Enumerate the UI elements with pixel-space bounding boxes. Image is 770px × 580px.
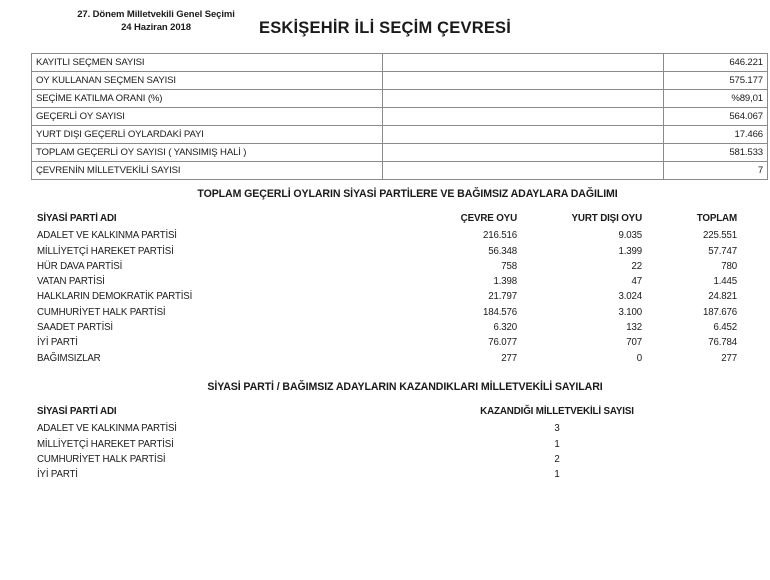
election-name: 27. Dönem Milletvekili Genel Seçimi [77,9,235,20]
summary-table-wrapper [31,53,763,180]
cevre-oyu-value: 277 [501,352,517,364]
table-header-row [37,404,647,421]
party-name: MİLLİYETÇİ HAREKET PARTİSİ [37,245,174,257]
summary-value: 575.177 [664,72,768,90]
yurt-disi-oyu-value: 1.399 [618,245,642,257]
table-row [37,452,647,467]
table-row [32,144,768,162]
cevre-oyu-value: 216.516 [483,230,517,242]
toplam-value: 24.821 [708,291,737,303]
party-name: CUMHURİYET HALK PARTİSİ [37,306,166,318]
summary-label: TOPLAM GEÇERLİ OY SAYISI ( YANSIMIŞ HALİ ) [32,144,383,162]
toplam-value: 1.445 [713,276,737,288]
column-header-party: SİYASİ PARTİ ADI [37,213,117,224]
table-row [37,289,737,304]
summary-value: 581.533 [664,144,768,162]
table-row [37,467,647,482]
yurt-disi-oyu-value: 3.024 [618,291,642,303]
summary-spacer-cell [383,90,664,108]
summary-spacer-cell [383,126,664,144]
seat-count-value: 3 [554,423,560,435]
summary-label: ÇEVRENİN MİLLETVEKİLİ SAYISI [32,162,383,180]
toplam-value: 57.747 [708,245,737,257]
cevre-oyu-value: 758 [501,260,517,272]
summary-spacer-cell [383,54,664,72]
column-header-party: SİYASİ PARTİ ADI [37,406,117,417]
column-header-seat-count: KAZANDIĞI MİLLETVEKİLİ SAYISI [480,406,634,417]
party-name: VATAN PARTİSİ [37,276,105,288]
summary-label: SEÇİME KATILMA ORANI (%) [32,90,383,108]
column-header-cevre-oyu: ÇEVRE OYU [460,213,517,224]
document-header [0,0,770,46]
page-title: ESKİŞEHİR İLİ SEÇİM ÇEVRESİ [258,19,512,37]
summary-label: KAYITLI SEÇMEN SAYISI [32,54,383,72]
toplam-value: 6.452 [713,322,737,334]
party-name: HÜR DAVA PARTİSİ [37,260,123,272]
toplam-value: 277 [721,352,737,364]
summary-label: OY KULLANAN SEÇMEN SAYISI [32,72,383,90]
votes-table-head [37,211,737,228]
table-row [37,421,647,436]
table-row [32,162,768,180]
summary-spacer-cell [383,162,664,180]
yurt-disi-oyu-value: 9.035 [618,230,642,242]
summary-value: 7 [664,162,768,180]
cevre-oyu-value: 184.576 [483,306,517,318]
toplam-value: 225.551 [703,230,737,242]
table-row [37,335,737,350]
seats-table-head [37,404,647,421]
seat-count-value: 1 [554,438,560,450]
table-row [37,274,737,289]
table-row [37,437,647,452]
yurt-disi-oyu-value: 47 [631,276,642,288]
seat-count-value: 2 [554,453,560,465]
party-name: HALKLARIN DEMOKRATİK PARTİSİ [37,291,193,303]
seat-count-value: 1 [554,469,560,481]
table-row [37,320,737,335]
yurt-disi-oyu-value: 132 [626,322,642,334]
table-row [37,351,737,366]
votes-section-heading: TOPLAM GEÇERLİ OYLARIN SİYASİ PARTİLERE VE BAĞIMSIZ ADAYLARA DAĞILIMI [197,188,618,200]
yurt-disi-oyu-value: 707 [626,337,642,349]
party-name: ADALET VE KALKINMA PARTİSİ [37,423,177,435]
election-date: 24 Haziran 2018 [121,21,191,33]
summary-table-body [32,54,768,180]
summary-label: YURT DIŞI GEÇERLİ OYLARDAKİ PAYI [32,126,383,144]
party-name: SAADET PARTİSİ [37,322,113,334]
summary-value: 17.466 [664,126,768,144]
table-row [32,90,768,108]
yurt-disi-oyu-value: 0 [636,352,642,364]
cevre-oyu-value: 6.320 [493,322,517,334]
table-row [32,126,768,144]
table-row [32,72,768,90]
summary-table [31,53,768,180]
table-row [32,54,768,72]
party-name: CUMHURİYET HALK PARTİSİ [37,453,166,465]
column-header-yurt-disi-oyu: YURT DIŞI OYU [571,213,642,224]
seats-table-wrapper [37,404,647,482]
yurt-disi-oyu-value: 22 [631,260,642,272]
party-name: İYİ PARTİ [37,469,78,481]
seats-section-heading: SİYASİ PARTİ / BAĞIMSIZ ADAYLARIN KAZANDIKLARI MİLLETVEKİLİ SAYILARI [207,381,603,393]
summary-spacer-cell [383,108,664,126]
seats-table-body [37,421,647,482]
cevre-oyu-value: 1.398 [493,276,517,288]
column-header-toplam: TOPLAM [696,213,737,224]
toplam-value: 76.784 [708,337,737,349]
table-row [37,244,737,259]
votes-table [37,211,737,366]
cevre-oyu-value: 76.077 [488,337,517,349]
toplam-value: 780 [721,260,737,272]
party-name: ADALET VE KALKINMA PARTİSİ [37,230,177,242]
party-name: İYİ PARTİ [37,337,78,349]
summary-spacer-cell [383,144,664,162]
summary-value: %89,01 [664,90,768,108]
table-row [37,228,737,243]
table-row [32,108,768,126]
party-name: BAĞIMSIZLAR [37,352,101,364]
table-row [37,305,737,320]
seats-table [37,404,647,482]
summary-value: 564.067 [664,108,768,126]
summary-value: 646.221 [664,54,768,72]
table-row [37,259,737,274]
votes-table-body [37,228,737,366]
table-header-row [37,211,737,228]
votes-table-wrapper [37,211,737,366]
summary-label: GEÇERLİ OY SAYISI [32,108,383,126]
cevre-oyu-value: 21.797 [488,291,517,303]
toplam-value: 187.676 [703,306,737,318]
summary-spacer-cell [383,72,664,90]
yurt-disi-oyu-value: 3.100 [618,306,642,318]
cevre-oyu-value: 56.348 [488,245,517,257]
party-name: MİLLİYETÇİ HAREKET PARTİSİ [37,438,174,450]
